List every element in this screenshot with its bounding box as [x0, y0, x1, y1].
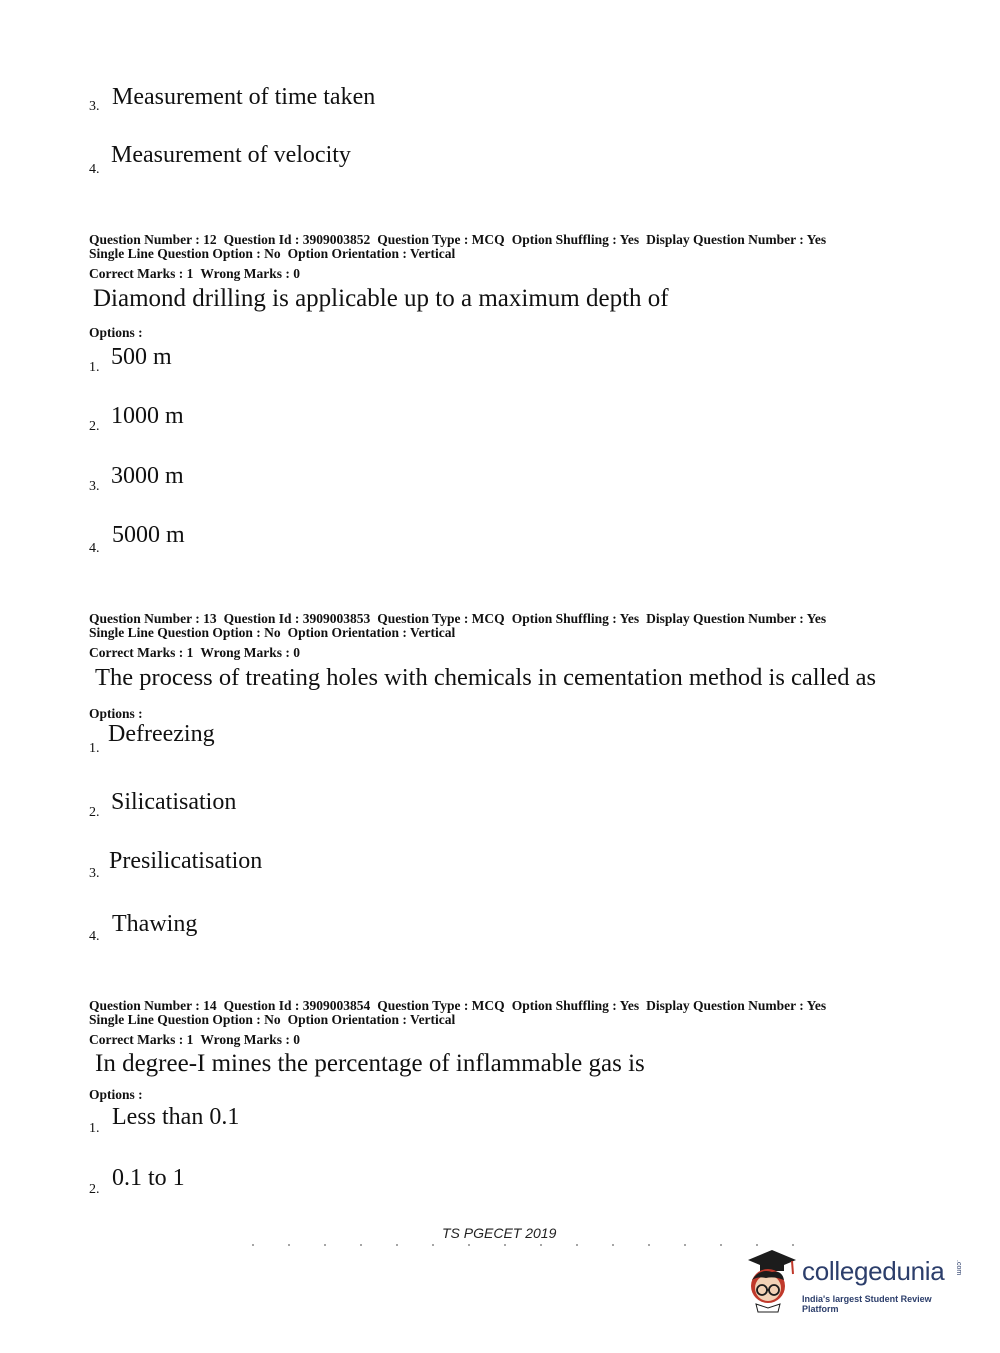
option-text: 0.1 to 1	[112, 1165, 185, 1191]
option-number: 4.	[89, 541, 100, 556]
question-marks: Correct Marks : 1 Wrong Marks : 0	[89, 266, 300, 281]
option-text: 500 m	[111, 344, 172, 370]
logo-domain: .com	[955, 1260, 962, 1276]
footer-title: TS PGECET 2019	[442, 1225, 557, 1241]
option-text: Measurement of time taken	[112, 84, 376, 110]
logo-tagline: India's largest Student Review Platform	[802, 1294, 932, 1314]
option-text: Presilicatisation	[109, 848, 263, 874]
option-number: 4.	[89, 162, 100, 177]
question-text: The process of treating holes with chemicals in cementation method is called as	[95, 664, 877, 691]
question-meta: Question Number : 12 Question Id : 3909003852 Question Type : MCQ Option Shuffling : Yes Display Question Number : Yes	[89, 232, 827, 247]
options-label: Options :	[89, 325, 143, 340]
question-text: In degree-I mines the percentage of inflammable gas is	[95, 1050, 645, 1077]
options-label: Options :	[89, 706, 143, 721]
logo-wordmark: collegedunia	[802, 1256, 945, 1286]
option-text: 3000 m	[111, 463, 184, 489]
option-number: 4.	[89, 929, 100, 944]
option-number: 2.	[89, 1182, 100, 1197]
question-meta-line2: Single Line Question Option : No Option Orientation : Vertical	[89, 625, 456, 640]
question-meta-line2: Single Line Question Option : No Option Orientation : Vertical	[89, 246, 456, 261]
option-number: 1.	[89, 1121, 100, 1136]
question-marks: Correct Marks : 1 Wrong Marks : 0	[89, 645, 300, 660]
question-marks: Correct Marks : 1 Wrong Marks : 0	[89, 1032, 300, 1047]
option-text: Silicatisation	[111, 789, 237, 815]
option-number: 2.	[89, 419, 100, 434]
question-meta: Question Number : 14 Question Id : 3909003854 Question Type : MCQ Option Shuffling : Yes Display Question Number : Yes	[89, 998, 827, 1013]
question-meta: Question Number : 13 Question Id : 3909003853 Question Type : MCQ Option Shuffling : Yes Display Question Number : Yes	[89, 611, 827, 626]
option-text: Defreezing	[108, 721, 215, 747]
option-text: Less than 0.1	[112, 1104, 240, 1130]
question-meta-line2: Single Line Question Option : No Option Orientation : Vertical	[89, 1012, 456, 1027]
options-label: Options :	[89, 1087, 143, 1102]
option-text: Measurement of velocity	[111, 142, 351, 168]
option-number: 3.	[89, 866, 100, 881]
option-text: 5000 m	[112, 522, 185, 548]
option-number: 3.	[89, 479, 100, 494]
option-number: 1.	[89, 741, 100, 756]
question-text: Diamond drilling is applicable up to a maximum depth of	[93, 285, 669, 312]
option-number: 1.	[89, 360, 100, 375]
option-text: 1000 m	[111, 403, 184, 429]
mascot-icon	[738, 1246, 802, 1316]
collegedunia-logo	[738, 1246, 970, 1316]
option-number: 2.	[89, 805, 100, 820]
footer-divider	[235, 1244, 825, 1246]
option-number: 3.	[89, 99, 100, 114]
option-text: Thawing	[112, 911, 198, 937]
